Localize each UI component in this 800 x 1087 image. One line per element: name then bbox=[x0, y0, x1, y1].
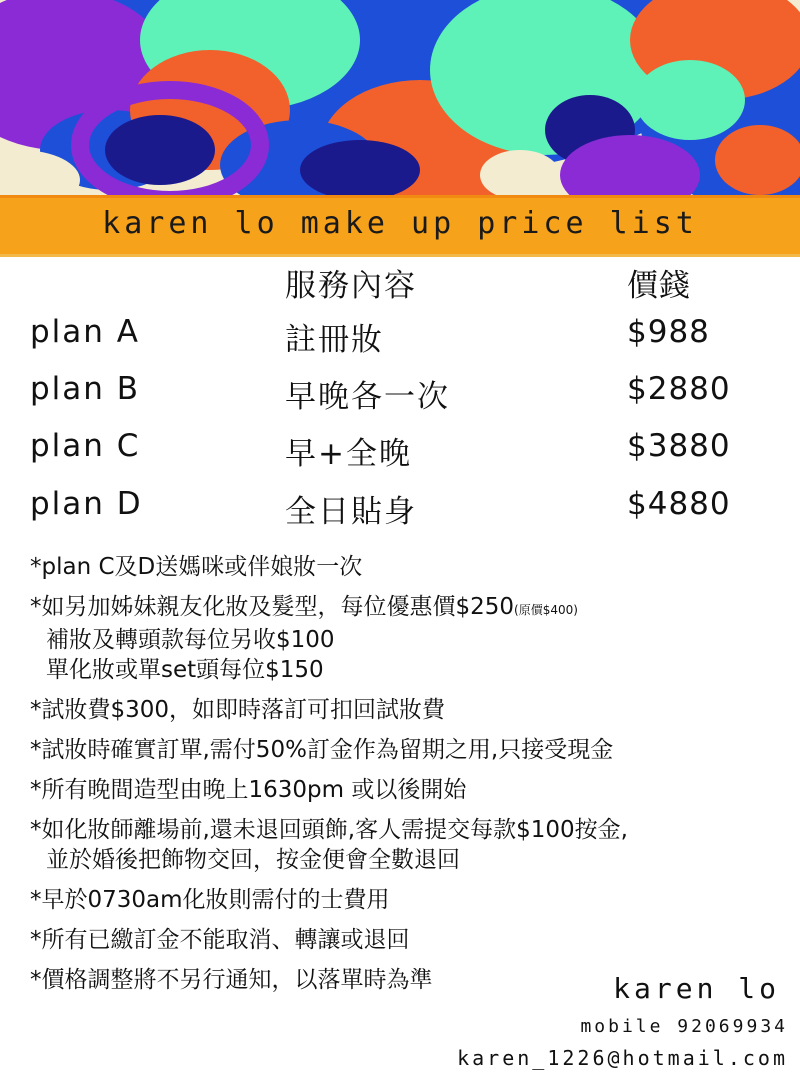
note-text: *價格調整將不另行通知，以落單時為準 bbox=[30, 967, 433, 993]
floral-pattern-image bbox=[0, 0, 800, 200]
note-text: *試妝時確實訂單,需付50%訂金作為留期之用,只接受現金 bbox=[30, 737, 614, 763]
note-text: 補妝及轉頭款每位另收$100 bbox=[46, 627, 335, 653]
plan-price: $3880 bbox=[627, 428, 731, 464]
note-text: 並於婚後把飾物交回，按金便會全數退回 bbox=[46, 847, 460, 873]
floral-banner bbox=[0, 0, 800, 200]
table-row-plan-a bbox=[0, 314, 800, 364]
note-item bbox=[30, 695, 790, 725]
note-item bbox=[30, 925, 790, 955]
note-item bbox=[30, 775, 790, 805]
contact-name: karen lo bbox=[613, 972, 780, 1005]
header-service: 服務內容 bbox=[285, 268, 417, 304]
note-text: *所有晚間造型由晚上1630pm 或以後開始 bbox=[30, 777, 467, 803]
note-item bbox=[30, 815, 790, 875]
note-text: 單化妝或單set頭每位$150 bbox=[46, 657, 324, 683]
title-banner bbox=[0, 195, 800, 257]
plan-name: plan D bbox=[30, 486, 143, 522]
note-text: *如另加姊妹親友化妝及髮型，每位優惠價$250 bbox=[30, 594, 515, 620]
table-row-plan-b bbox=[0, 371, 800, 421]
contact-mobile: mobile 92069934 bbox=[580, 1016, 788, 1037]
plan-service: 早晚各一次 bbox=[285, 379, 450, 415]
note-item bbox=[30, 552, 790, 582]
plan-price: $988 bbox=[627, 314, 710, 350]
table-row-plan-d bbox=[0, 486, 800, 536]
note-original-price: (原價$400) bbox=[514, 603, 578, 617]
note-text: *plan C及D送媽咪或伴娘妝一次 bbox=[30, 554, 363, 580]
plan-price: $2880 bbox=[627, 371, 731, 407]
plan-price: $4880 bbox=[627, 486, 731, 522]
table-row-plan-c bbox=[0, 428, 800, 478]
note-text: *所有已繳訂金不能取消、轉讓或退回 bbox=[30, 927, 410, 953]
plan-name: plan A bbox=[30, 314, 140, 350]
plan-name: plan B bbox=[30, 371, 141, 407]
header-price: 價錢 bbox=[627, 268, 691, 304]
plan-service: 早+全晚 bbox=[285, 436, 412, 472]
plan-service: 全日貼身 bbox=[285, 494, 417, 530]
note-item bbox=[30, 592, 790, 685]
contact-email: karen_1226@hotmail.com bbox=[457, 1046, 788, 1070]
plan-name: plan C bbox=[30, 428, 141, 464]
table-header bbox=[0, 260, 800, 310]
page-title: karen lo make up price list bbox=[102, 206, 698, 241]
note-text: *如化妝師離場前,還未退回頭飾,客人需提交每款$100按金, bbox=[30, 817, 628, 843]
note-item bbox=[30, 885, 790, 915]
terms-list bbox=[30, 552, 790, 1005]
note-text: *早於0730am化妝則需付的士費用 bbox=[30, 887, 390, 913]
note-text: *試妝費$300，如即時落訂可扣回試妝費 bbox=[30, 697, 446, 723]
plan-service: 註冊妝 bbox=[285, 322, 384, 358]
note-item bbox=[30, 735, 790, 765]
